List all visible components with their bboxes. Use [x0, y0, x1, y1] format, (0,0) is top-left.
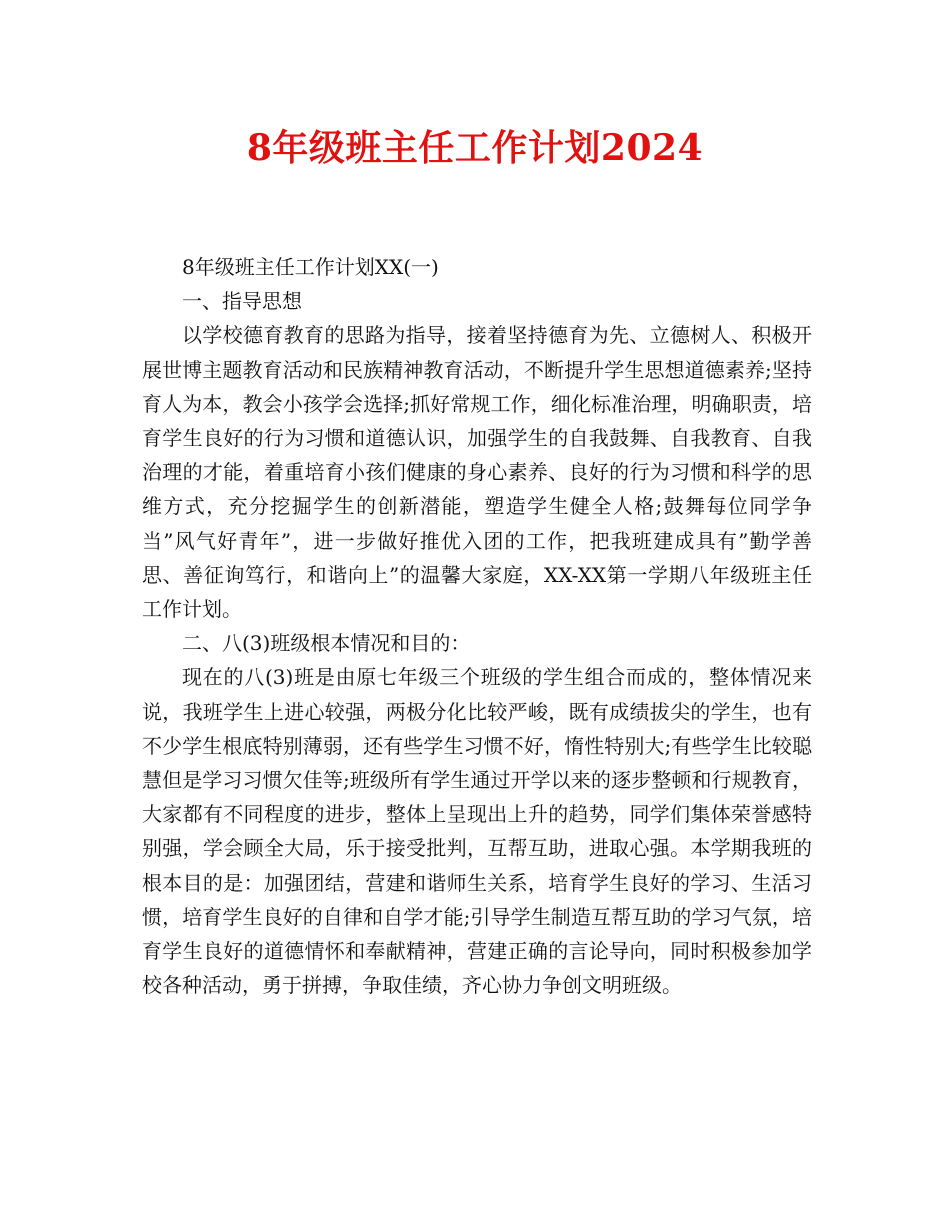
document-body [142, 250, 812, 1002]
paragraph-class-situation: 现在的八(3)班是由原七年级三个班级的学生组合而成的，整体情况来说，我班学生上进心较强，两极分化比较严峻，既有成绩拔尖的学生，也有不少学生根底特别薄弱，还有些学生习惯不好，惰性特别大;有些学生比较聪慧但是学习习惯欠佳等;班级所有学生通过开学以来的逐步整顿和行规教育，大家都有不同程度的进步，整体上呈现出上升的趋势，同学们集体荣誉感特别强，学会顾全大局，乐于接受批判，互帮互助，进取心强。本学期我班的根本目的是：加强团结，营建和谐师生关系，培育学生良好的学习、生活习惯，培育学生良好的自律和自学才能;引导学生制造互帮互助的学习气氛，培育学生良好的道德情怀和奉献精神，营建正确的言论导向，同时积极参加学校各种活动，勇于拼搏，争取佳绩，齐心协力争创文明班级。 [142, 665, 812, 998]
section-heading-guiding-thought: 一、指导思想 [182, 289, 302, 314]
section-heading-class-situation: 二、八(3)班级根本情况和目的： [182, 631, 471, 656]
plan-heading: 8年级班主任工作计划XX(一) [182, 255, 439, 279]
paragraph-guiding-thought: 以学校德育教育的思路为指导，接着坚持德育为先、立德树人、积极开展世博主题教育活动和民族精神教育活动，不断提升学生思想道德素养;坚持育人为本，教会小孩学会选择;抓好常规工作，细化标准治理，明确职责，培育学生良好的行为习惯和道德认识，加强学生的自我鼓舞、自我教育、自我治理的才能，着重培育小孩们健康的身心素养、良好的行为习惯和科学的思维方式，充分挖掘学生的创新潜能，塑造学生健全人格;鼓舞每位同学争当”风气好青年”，进一步做好推优入团的工作，把我班建成具有”勤学善思、善征询笃行，和谐向上”的温馨大家庭，XX-XX第一学期八年级班主任工作计划。 [142, 323, 812, 622]
document-title: 8年级班主任工作计划2024 [246, 127, 704, 169]
